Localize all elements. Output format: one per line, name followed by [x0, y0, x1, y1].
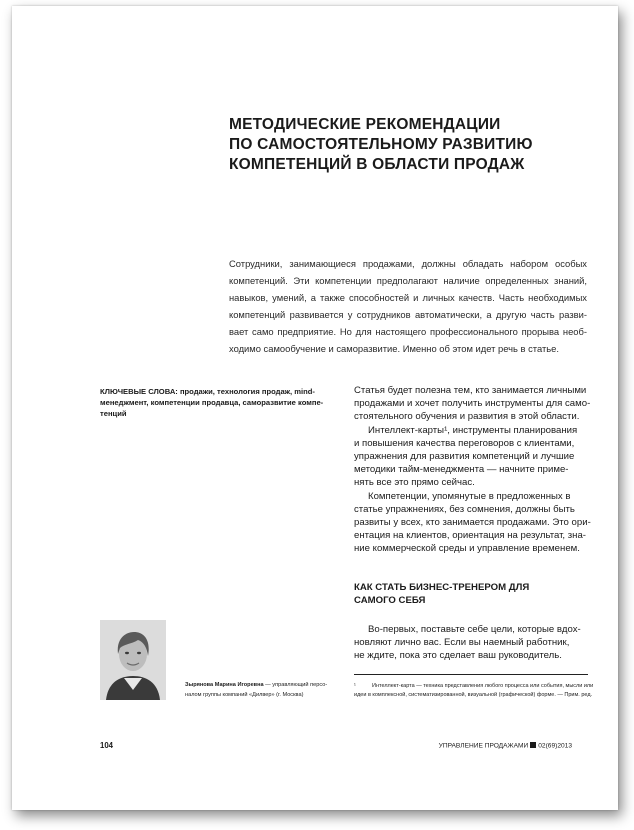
body-line: ентация на клиентов, ориентация на результат, зна- [354, 530, 586, 542]
keywords-line: КЛЮЧЕВЫЕ СЛОВА: продажи, технология продаж, mind- [100, 387, 315, 396]
author-photo [100, 620, 166, 700]
body-line: упражнения для развития компетенций и лучшие [354, 451, 575, 463]
title-line: МЕТОДИЧЕСКИЕ РЕКОМЕНДАЦИИ [229, 116, 501, 133]
footnote-text: Интеллект-карта — техника представления любого процесса или события, мысли или [372, 683, 594, 689]
author-role: налом группы компаний «Дилвер» (г. Москва) [185, 691, 304, 698]
keywords-line: менеджмент, компетенции продавца, саморазвитие компе- [100, 398, 324, 407]
lead-line: вает само предприятие. Но для настоящего профессионального прорыва необ- [229, 326, 587, 338]
body-line: не ждите, пока это сделает ваш руководитель. [354, 650, 562, 662]
body-line: статье упражнениях, без сомнения, должны быть [354, 503, 575, 515]
journal-footer [439, 742, 572, 750]
body-line: методики тайм-менеджмента — начните приме- [354, 464, 569, 476]
article-lead [229, 255, 587, 358]
body-line: и повышения качества переговоров с клиентами, [354, 437, 575, 449]
journal-name: УПРАВЛЕНИЕ ПРОДАЖАМИ [438, 742, 529, 750]
magazine-page [12, 6, 618, 810]
section-body [354, 623, 588, 663]
body-line: Статья будет полезна тем, кто занимается личными [354, 385, 587, 396]
article-title [229, 115, 609, 175]
body-line: ние коммерческой среды и управление временем. [354, 543, 580, 555]
section-heading-line: САМОГО СЕБЯ [354, 595, 426, 607]
body-line: новляют лично вас. Если вы наемный работник, [354, 637, 570, 649]
body-line: продажами и хочет получить инструменты для само- [354, 398, 591, 410]
body-line: Интеллект-карты¹, инструменты планирования [368, 424, 578, 436]
lead-line: компетенций развивается у сотрудников автоматически, а другую часть разви- [229, 309, 587, 321]
title-line: КОМПЕТЕНЦИЙ В ОБЛАСТИ ПРОДАЖ [229, 156, 525, 173]
author-role: — управляющий персо- [263, 682, 328, 688]
lead-line: Сотрудники, занимающиеся продажами, должны обладать набором особых [229, 258, 587, 269]
footnote-text: идеи в комплексной, систематизированной, визуальной (графической) форме. — Прим. ред. [354, 692, 593, 698]
square-separator-icon [530, 742, 536, 748]
article-body [354, 384, 591, 556]
author-portrait-image [100, 620, 166, 700]
page-number: 104 [100, 741, 114, 750]
body-line: стоятельного обучения и развития в этой области. [354, 411, 580, 423]
body-line: нять все это прямо сейчас. [354, 477, 475, 489]
author-caption [185, 681, 345, 700]
footnote-number: ¹ [354, 683, 356, 689]
section-heading-line: КАК СТАТЬ БИЗНЕС-ТРЕНЕРОМ ДЛЯ [354, 582, 530, 593]
footnote [354, 682, 604, 700]
title-line: ПО САМОСТОЯТЕЛЬНОМУ РАЗВИТИЮ [229, 136, 533, 153]
journal-issue: 02(69)2013 [538, 742, 572, 750]
lead-line: навыков, умений, а также способностей и личных качеств. Часть необходимых [229, 292, 587, 304]
body-line: развиты у всех, кто занимается продажами. Это ори- [354, 517, 591, 529]
author-name: Зырянова Марина Игоревна [185, 682, 264, 688]
keywords [100, 386, 330, 419]
lead-line: ходимо самообучение и саморазвитие. Именно об этом идет речь в статье. [229, 343, 559, 355]
section-heading [354, 581, 594, 608]
keywords-line: тенций [100, 409, 127, 418]
body-line: Во-первых, поставьте себе цели, которые вдох- [368, 624, 581, 635]
footnote-divider [354, 674, 588, 675]
lead-line: компетенций. Эти компетенции предполагают наличие определенных знаний, [229, 275, 587, 287]
body-line: Компетенции, упомянутые в предложенных в [368, 490, 571, 502]
